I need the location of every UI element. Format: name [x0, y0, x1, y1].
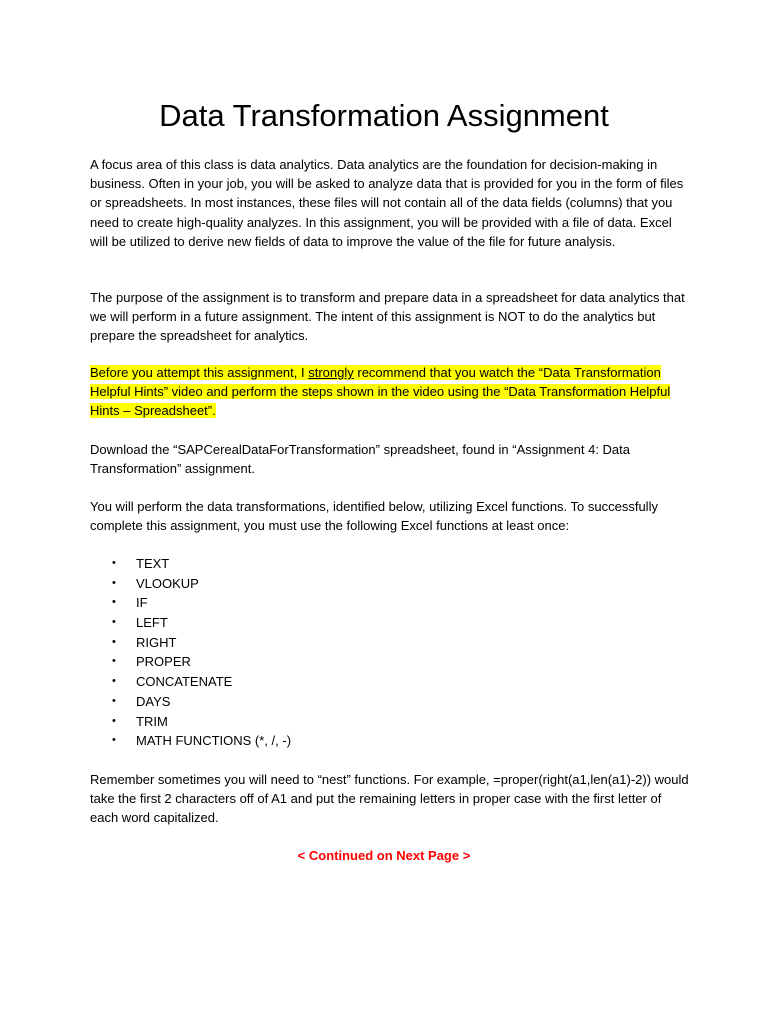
recommendation-highlight — [90, 365, 670, 418]
intro-paragraph: A focus area of this class is data analytics. Data analytics are the foundation for decision-making in business. Often in your job, you will be asked to analyze data that is provided for you in the form of files or spreadsheets. In most instances, these files will not contain all of the data fields (columns) that you need to create high-quality analyzes. In this assignment, you will be provided with a file of data. Excel will be utilized to derive new fields of data to improve the value of the file for future analysis. — [90, 157, 684, 249]
list-item — [112, 652, 291, 672]
list-item-label: VLOOKUP — [136, 575, 199, 591]
recommendation-paragraph — [90, 363, 690, 421]
list-item — [112, 593, 291, 613]
list-item-label: RIGHT — [136, 634, 177, 650]
bullet-icon: • — [112, 596, 116, 609]
bullet-icon: • — [112, 616, 116, 629]
instructions-paragraph: You will perform the data transformations, identified below, utilizing Excel functions. To successfully complete this assignment, you must use the following Excel functions at least once: — [90, 499, 658, 534]
list-item-label: MATH FUNCTIONS (*, /, -) — [136, 733, 292, 749]
list-item — [112, 633, 291, 653]
list-item — [112, 574, 291, 594]
bullet-icon: • — [112, 655, 116, 668]
excel-functions-list — [112, 554, 291, 751]
bullet-icon: • — [112, 694, 116, 707]
recommendation-text-after: recommend that you watch the “Data Transformation Helpful Hints” video and perform the steps shown in the video using the “Data Transformation Helpful Hints – Spreadsheet”. — [90, 365, 671, 419]
list-item — [112, 731, 291, 751]
list-item — [112, 692, 291, 712]
recommendation-emphasis: strongly — [308, 365, 354, 380]
continued-notice: < Continued on Next Page > — [297, 848, 471, 863]
bullet-icon: • — [112, 734, 116, 747]
list-item-label: TEXT — [136, 556, 170, 571]
nesting-paragraph: Remember sometimes you will need to “nest” functions. For example, =proper(right(a1,len(a1)-2)) would take the first 2 characters off of A1 and put the remaining letters in proper case with the first letter of each word capitalized. — [90, 772, 689, 826]
list-item — [112, 672, 291, 692]
list-item — [112, 613, 291, 633]
list-item-label: DAYS — [136, 693, 171, 709]
bullet-icon: • — [112, 557, 116, 569]
list-item-label: IF — [136, 595, 148, 611]
page-title: Data Transformation Assignment — [159, 98, 609, 133]
list-item-label: CONCATENATE — [136, 674, 233, 690]
list-item — [112, 712, 291, 732]
list-item-label: TRIM — [136, 713, 168, 729]
purpose-paragraph: The purpose of the assignment is to transform and prepare data in a spreadsheet for data analytics that we will perform in a future assignment. The intent of this assignment is NOT to do the analytics but prepare the spreadsheet for analytics. — [90, 290, 685, 344]
recommendation-text-before: Before you attempt this assignment, I — [90, 365, 309, 380]
list-item-label: LEFT — [136, 615, 168, 631]
bullet-icon: • — [112, 576, 116, 589]
bullet-icon: • — [112, 635, 116, 648]
download-paragraph: Download the “SAPCerealDataForTransformation” spreadsheet, found in “Assignment 4: Data Transformation” assignment. — [90, 442, 631, 477]
bullet-icon: • — [112, 675, 116, 688]
bullet-icon: • — [112, 714, 116, 727]
list-item — [112, 554, 291, 574]
list-item-label: PROPER — [136, 654, 191, 670]
